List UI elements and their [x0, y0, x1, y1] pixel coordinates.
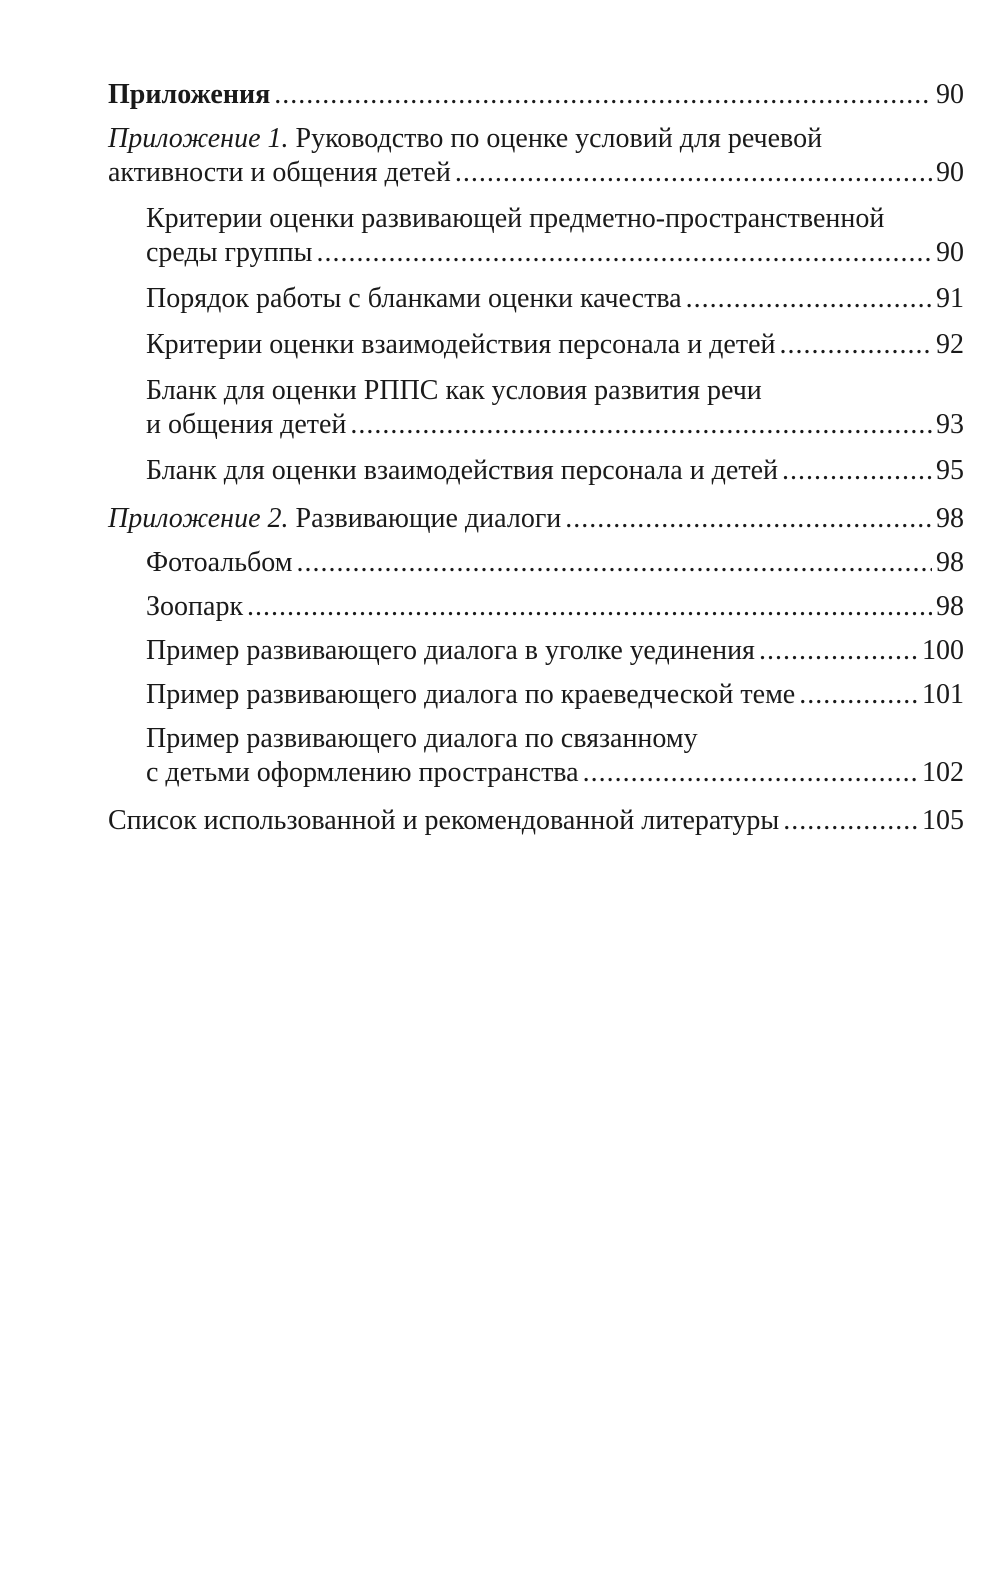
dot-leader: [782, 454, 932, 488]
toc-page-number: 105: [922, 805, 964, 836]
dot-leader: [780, 328, 933, 362]
toc-entry-title: Зоопарк: [146, 591, 244, 622]
toc-entry-photo-album[interactable]: [146, 546, 964, 580]
dot-leader: [799, 678, 918, 712]
toc-entry-appendix-2[interactable]: [108, 502, 964, 536]
toc-entry-title: Порядок работы с бланками оценки качества: [146, 283, 682, 314]
toc-entry-dialog-local-history[interactable]: [146, 678, 964, 712]
toc-entry-interaction-criteria[interactable]: [146, 328, 964, 362]
dot-leader: [247, 590, 932, 624]
toc-page-number: 98: [936, 547, 964, 578]
toc-page-number: 98: [936, 591, 964, 622]
toc-entry-title: Бланк для оценки взаимодействия персонала и детей: [146, 455, 778, 486]
toc-page-number: 93: [936, 409, 964, 440]
toc-entry-interaction-form[interactable]: [146, 454, 964, 488]
dot-leader: [316, 236, 932, 270]
dot-leader: [759, 634, 918, 668]
dot-leader: [274, 78, 932, 112]
toc-entry-title-line2: с детьми оформлению пространства: [146, 757, 579, 788]
toc-entry-title: Критерии оценки взаимодействия персонала и детей: [146, 329, 776, 360]
toc-entry-dialog-solitude[interactable]: [146, 634, 964, 668]
toc-entry-title: Пример развивающего диалога в уголке уединения: [146, 635, 755, 666]
toc-entry-title-line1: Руководство по оценке условий для речевой: [288, 123, 823, 154]
toc-page-number: 101: [922, 679, 964, 710]
toc-entry-title: Развивающие диалоги: [288, 503, 562, 534]
toc-page-number: 90: [936, 157, 964, 188]
appendix-label: Приложение 2.: [108, 503, 289, 534]
toc-entry-appendix-1[interactable]: [108, 122, 964, 190]
toc-entry-title: Фотоальбом: [146, 547, 293, 578]
toc-page-number: 100: [922, 635, 964, 666]
toc-entry-dialog-space-design[interactable]: [146, 722, 964, 790]
appendix-label: Приложение 1.: [108, 123, 289, 154]
toc-entry-title-line1: Пример развивающего диалога по связанному: [146, 723, 698, 754]
toc-page-number: 90: [936, 237, 964, 268]
dot-leader: [296, 546, 932, 580]
toc-entry-title-line2: и общения детей: [146, 409, 347, 440]
toc-entry-title: Приложения: [108, 79, 271, 110]
toc-entry-title-line1: Критерии оценки развивающей предметно-пространственной: [146, 203, 885, 234]
dot-leader: [783, 804, 918, 838]
toc-entry-title: Пример развивающего диалога по краеведческой теме: [146, 679, 796, 710]
dot-leader: [455, 156, 932, 190]
table-of-contents: [108, 78, 964, 838]
dot-leader: [583, 756, 918, 790]
toc-entry-rpps-form[interactable]: [146, 374, 964, 442]
dot-leader: [350, 408, 932, 442]
toc-entry-forms-procedure[interactable]: [146, 282, 964, 316]
toc-entry-title-line2: активности и общения детей: [108, 157, 451, 188]
toc-entry-appendices[interactable]: [108, 78, 964, 112]
toc-page-number: 98: [936, 503, 964, 534]
dot-leader: [686, 282, 932, 316]
toc-entry-references[interactable]: [108, 804, 964, 838]
toc-entry-title: Список использованной и рекомендованной литературы: [108, 805, 780, 836]
toc-page-number: 90: [936, 79, 964, 110]
toc-entry-zoo[interactable]: [146, 590, 964, 624]
dot-leader: [565, 502, 932, 536]
toc-page-number: 95: [936, 455, 964, 486]
toc-entry-title-line2: среды группы: [146, 237, 313, 268]
toc-page-number: 91: [936, 283, 964, 314]
toc-page-number: 92: [936, 329, 964, 360]
toc-page-number: 102: [922, 757, 964, 788]
toc-entry-title-line1: Бланк для оценки РППС как условия развития речи: [146, 375, 762, 406]
toc-entry-rpps-criteria[interactable]: [146, 202, 964, 270]
